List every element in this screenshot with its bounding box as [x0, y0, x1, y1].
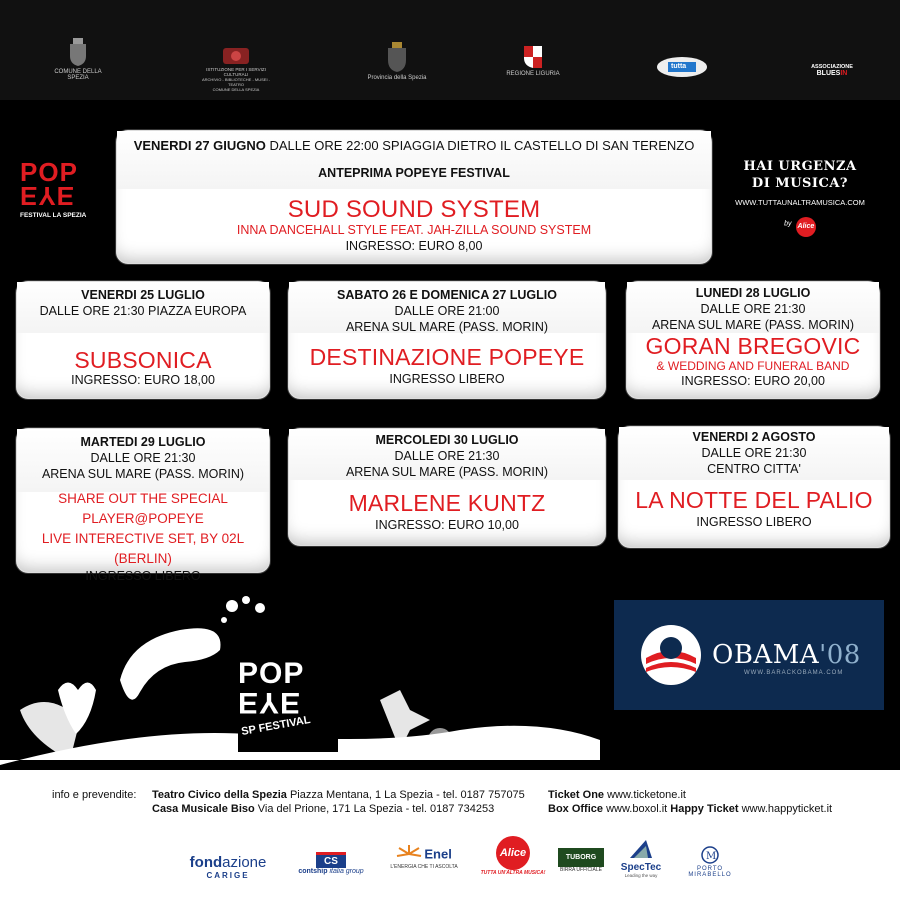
obama-url: WWW.BARACKOBAMA.COM — [744, 670, 844, 676]
enel-sun-icon — [396, 844, 422, 864]
event-place: ARENA SUL MARE (PASS. MORIN) — [345, 465, 549, 479]
artist-name: GORAN BREGOVIC — [645, 333, 861, 359]
preview-date-line: VENERDI 27 GIUGNO DALLE ORE 22:00 SPIAGGIA DIETRO IL CASTELLO DI SAN TERENZO — [133, 138, 695, 153]
urgenza-musica-ad: HAI URGENZA DI MUSICA? WWW.TUTTAUNALTRAMUSICA.COM by Alice — [730, 158, 870, 238]
obama-sunrise-icon — [640, 624, 702, 686]
event-time: DALLE ORE 21:30 — [701, 446, 807, 460]
artist-name: SHARE OUT THE SPECIAL — [58, 491, 228, 506]
svg-text:M: M — [706, 851, 717, 862]
event-date: LUNEDI 28 LUGLIO — [695, 286, 811, 300]
obama-08-banner[interactable] — [614, 600, 884, 710]
venue-biso: Casa Musicale Biso Via del Prione, 171 La Spezia - tel. 0187 734253 — [152, 803, 495, 815]
event-card — [16, 428, 270, 583]
ticket-price: INGRESSO: EURO 18,00 — [71, 373, 215, 387]
tuborg-logo: TUBORG BIRRA UFFICIALE — [558, 848, 604, 873]
artist-name: LA NOTTE DEL PALIO — [635, 487, 873, 513]
event-card — [626, 281, 880, 399]
artist-name: DESTINAZIONE POPEYE — [309, 344, 585, 370]
comune-spezia-logo: COMUNE DELLA SPEZIA — [50, 38, 106, 86]
venues — [152, 788, 525, 816]
tutta-logo: tutta — [654, 56, 710, 104]
outlet-ticketone[interactable]: Ticket One www.ticketone.it — [548, 789, 686, 801]
fondazione-carige-logo: fondazione CARIGE — [189, 854, 267, 880]
event-date: VENERDI 2 AGOSTO — [692, 430, 816, 444]
spectec-sail-icon — [626, 838, 656, 860]
ticket-price: INGRESSO LIBERO — [696, 515, 812, 529]
event-time: DALLE ORE 21:30 — [394, 449, 500, 463]
preview-card — [116, 130, 712, 264]
event-time: DALLE ORE 21:00 — [394, 304, 500, 318]
headliner-subtitle: INNA DANCEHALL STYLE FEAT. JAH-ZILLA SOUND SYSTEM — [236, 223, 592, 237]
sponsor-bar — [0, 0, 900, 100]
popeye-festival-artwork — [0, 590, 600, 780]
preview-title: ANTEPRIMA POPEYE FESTIVAL — [318, 166, 510, 180]
alice-logo: Alice TUTTA UN'ALTRA MUSICA! — [470, 836, 556, 876]
event-date: VENERDI 25 LUGLIO — [81, 288, 205, 302]
popeye-festival-logo: POP EYE FESTIVAL LA SPEZIA — [20, 157, 87, 219]
contship-logo: CS contship italia group — [288, 852, 374, 875]
event-time: DALLE ORE 21:30 — [90, 451, 196, 465]
artist-name: PLAYER@POPEYE — [82, 511, 204, 526]
obama-wordmark: OBAMA'08 — [712, 640, 861, 670]
event-card — [618, 426, 890, 548]
istituzione-logo: ISTITUZIONE PER I SERVIZI CULTURALI ARCHIVIO - BIBLIOTECHE - MUSEI - TEATRO COMUNE DELLA SPEZIA — [196, 48, 276, 96]
ticket-price: INGRESSO: EURO 20,00 — [681, 374, 825, 388]
event-card — [288, 281, 606, 399]
crest-icon — [386, 42, 408, 72]
event-place: ARENA SUL MARE (PASS. MORIN) — [651, 318, 855, 332]
ticket-price: INGRESSO: EURO 10,00 — [375, 518, 519, 532]
event-place: ARENA SUL MARE (PASS. MORIN) — [345, 320, 549, 334]
enel-logo: Enel L'ENERGIA CHE TI ASCOLTA — [388, 844, 460, 870]
ticket-price: INGRESSO: EURO 8,00 — [345, 239, 483, 253]
artist-subtitle: & WEDDING AND FUNERAL BAND — [656, 359, 850, 373]
crest-icon — [68, 38, 88, 66]
artist-name: MARLENE KUNTZ — [348, 490, 546, 516]
url-text: WWW.TUTTAUNALTRAMUSICA.COM — [735, 198, 865, 207]
spectec-logo: SpecTec Leading the way — [612, 838, 670, 878]
outlet-boxoffice[interactable]: Box Office www.boxol.it Happy Ticket www.happyticket.it — [548, 803, 833, 815]
event-date: MERCOLEDI 30 LUGLIO — [375, 433, 519, 447]
ticket-price: INGRESSO LIBERO — [389, 372, 505, 386]
event-place: ARENA SUL MARE (PASS. MORIN) — [41, 467, 245, 481]
event-place: CENTRO CITTA' — [707, 462, 801, 476]
venue-teatro: Teatro Civico della Spezia Piazza Mentana, 1 La Spezia - tel. 0187 757075 — [152, 789, 525, 801]
event-card — [16, 281, 270, 399]
institution-icon — [223, 48, 249, 64]
regione-liguria-logo: REGIONE LIGURIA — [506, 46, 560, 94]
porto-mirabello-logo: M PORTO MIRABELLO — [680, 846, 740, 878]
event-card — [288, 428, 606, 546]
ticket-price: INGRESSO LIBERO — [85, 569, 201, 583]
event-date: MARTEDI 29 LUGLIO — [80, 435, 206, 449]
artist-name: SUBSONICA — [74, 347, 212, 373]
event-time: DALLE ORE 21:30 — [700, 302, 806, 316]
ticket-outlets — [548, 788, 832, 816]
event-date: SABATO 26 E DOMENICA 27 LUGLIO — [337, 288, 557, 302]
event-date: VENERDI 27 GIUGNO — [133, 138, 266, 153]
popeye-art-logo-text: POP EYE SP FESTIVAL — [238, 660, 348, 734]
info-label: info e prevendite: — [52, 789, 137, 801]
alice-badge-icon: Alice — [796, 217, 816, 237]
headliner-name: SUD SOUND SYSTEM — [287, 196, 541, 223]
event-time-place: DALLE ORE 21:30 PIAZZA EUROPA — [39, 304, 247, 318]
artist-name: LIVE INTERECTIVE SET, BY 02L (BERLIN) — [41, 531, 245, 566]
anchor-icon — [701, 846, 719, 864]
crest-icon — [524, 46, 542, 68]
provincia-logo: Provincia della Spezia — [365, 42, 429, 90]
blues-icon: BLUESIN — [816, 70, 848, 77]
footer — [0, 770, 900, 905]
blues-in-logo: ASSOCIAZIONE BLUESIN — [800, 64, 864, 112]
